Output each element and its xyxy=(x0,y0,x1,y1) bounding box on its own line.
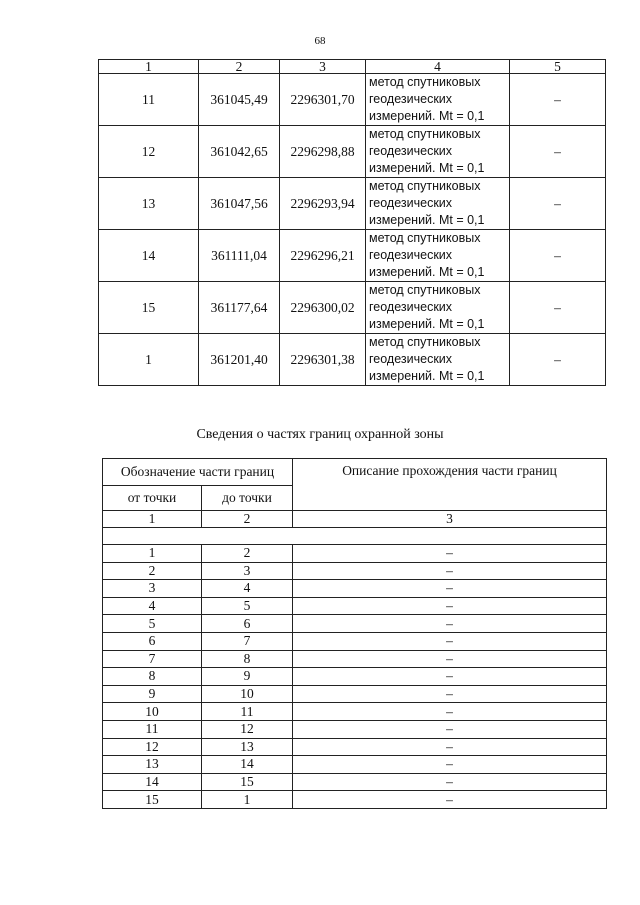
to-point: 9 xyxy=(202,668,293,686)
to-point: 2 xyxy=(202,545,293,563)
measurement-method xyxy=(366,74,510,126)
to-point: 12 xyxy=(202,720,293,738)
x-coordinate: 361045,49 xyxy=(199,74,280,126)
section-title: Сведения о частях границ охранной зоны xyxy=(196,427,444,442)
method-line: измерений. Mt = 0,1 xyxy=(369,317,485,331)
to-point: 1 xyxy=(202,791,293,809)
point-number: 11 xyxy=(99,74,199,126)
measurement-method xyxy=(366,126,510,178)
part-description: – xyxy=(293,597,607,615)
part-description: – xyxy=(293,738,607,756)
part-description: – xyxy=(293,615,607,633)
method-line: геодезических xyxy=(369,196,453,210)
method-line: метод спутниковых xyxy=(369,127,481,141)
method-line: метод спутниковых xyxy=(369,75,481,89)
from-point: 10 xyxy=(103,703,202,721)
x-coordinate: 361047,56 xyxy=(199,178,280,230)
x-coordinate: 361201,40 xyxy=(199,334,280,386)
to-point: 7 xyxy=(202,632,293,650)
from-point: 1 xyxy=(103,545,202,563)
to-point-header: до точки xyxy=(202,486,293,511)
table-row xyxy=(103,773,607,791)
note-cell: – xyxy=(510,230,606,282)
description-header: Описание прохождения части границ xyxy=(293,459,607,511)
to-point: 13 xyxy=(202,738,293,756)
column-index: 3 xyxy=(293,511,607,528)
measurement-method xyxy=(366,230,510,282)
to-point: 10 xyxy=(202,685,293,703)
table-row xyxy=(103,738,607,756)
table-row xyxy=(103,703,607,721)
from-point: 3 xyxy=(103,580,202,598)
point-number: 15 xyxy=(99,282,199,334)
y-coordinate: 2296298,88 xyxy=(280,126,366,178)
column-index: 1 xyxy=(99,60,199,74)
method-line: геодезических xyxy=(369,92,453,106)
table-row xyxy=(103,650,607,668)
part-description: – xyxy=(293,756,607,774)
measurement-method xyxy=(366,282,510,334)
table-row xyxy=(103,685,607,703)
from-point: 11 xyxy=(103,720,202,738)
y-coordinate: 2296296,21 xyxy=(280,230,366,282)
method-line: измерений. Mt = 0,1 xyxy=(369,161,485,175)
note-cell: – xyxy=(510,282,606,334)
group-header: Обозначение части границ xyxy=(103,459,293,486)
column-index: 4 xyxy=(366,60,510,74)
method-line: метод спутниковых xyxy=(369,179,481,193)
column-index-row xyxy=(103,511,607,528)
table-row xyxy=(103,580,607,598)
method-line: метод спутниковых xyxy=(369,335,481,349)
from-point: 15 xyxy=(103,791,202,809)
method-line: геодезических xyxy=(369,144,453,158)
table-row xyxy=(99,230,606,282)
table-row xyxy=(103,791,607,809)
x-coordinate: 361042,65 xyxy=(199,126,280,178)
from-point: 6 xyxy=(103,632,202,650)
coordinates-table xyxy=(98,59,606,386)
table-row xyxy=(99,334,606,386)
table-row xyxy=(103,632,607,650)
method-line: геодезических xyxy=(369,248,453,262)
note-cell: – xyxy=(510,74,606,126)
note-cell: – xyxy=(510,334,606,386)
from-point: 2 xyxy=(103,562,202,580)
table-row xyxy=(103,720,607,738)
part-description: – xyxy=(293,791,607,809)
table-row xyxy=(103,545,607,563)
table-row xyxy=(99,282,606,334)
blank-row xyxy=(103,528,607,545)
to-point: 6 xyxy=(202,615,293,633)
page-number: 68 xyxy=(314,35,326,47)
table-row xyxy=(99,178,606,230)
part-description: – xyxy=(293,562,607,580)
to-point: 14 xyxy=(202,756,293,774)
to-point: 5 xyxy=(202,597,293,615)
from-point: 7 xyxy=(103,650,202,668)
column-index: 1 xyxy=(103,511,202,528)
y-coordinate: 2296293,94 xyxy=(280,178,366,230)
from-point: 5 xyxy=(103,615,202,633)
method-line: метод спутниковых xyxy=(369,283,481,297)
part-description: – xyxy=(293,580,607,598)
to-point: 15 xyxy=(202,773,293,791)
method-line: метод спутниковых xyxy=(369,231,481,245)
point-number: 14 xyxy=(99,230,199,282)
table-row xyxy=(103,597,607,615)
measurement-method xyxy=(366,334,510,386)
to-point: 3 xyxy=(202,562,293,580)
table-row xyxy=(103,615,607,633)
to-point: 8 xyxy=(202,650,293,668)
blank-cell xyxy=(103,528,607,545)
table-row xyxy=(99,74,606,126)
part-description: – xyxy=(293,650,607,668)
part-description: – xyxy=(293,773,607,791)
from-point: 12 xyxy=(103,738,202,756)
x-coordinate: 361177,64 xyxy=(199,282,280,334)
to-point: 4 xyxy=(202,580,293,598)
from-point-header: от точки xyxy=(103,486,202,511)
x-coordinate: 361111,04 xyxy=(199,230,280,282)
part-description: – xyxy=(293,668,607,686)
note-cell: – xyxy=(510,178,606,230)
method-line: измерений. Mt = 0,1 xyxy=(369,109,485,123)
table-row xyxy=(99,126,606,178)
header-row xyxy=(103,459,607,486)
column-index: 3 xyxy=(280,60,366,74)
column-index: 5 xyxy=(510,60,606,74)
note-cell: – xyxy=(510,126,606,178)
part-description: – xyxy=(293,685,607,703)
y-coordinate: 2296300,02 xyxy=(280,282,366,334)
method-line: измерений. Mt = 0,1 xyxy=(369,213,485,227)
measurement-method xyxy=(366,178,510,230)
table-row xyxy=(103,562,607,580)
point-number: 1 xyxy=(99,334,199,386)
part-description: – xyxy=(293,632,607,650)
method-line: измерений. Mt = 0,1 xyxy=(369,369,485,383)
part-description: – xyxy=(293,545,607,563)
y-coordinate: 2296301,70 xyxy=(280,74,366,126)
method-line: измерений. Mt = 0,1 xyxy=(369,265,485,279)
method-line: геодезических xyxy=(369,352,453,366)
from-point: 4 xyxy=(103,597,202,615)
table-row xyxy=(103,668,607,686)
from-point: 9 xyxy=(103,685,202,703)
to-point: 11 xyxy=(202,703,293,721)
table-row xyxy=(103,756,607,774)
from-point: 14 xyxy=(103,773,202,791)
point-number: 13 xyxy=(99,178,199,230)
boundary-parts-table xyxy=(102,458,607,809)
column-index: 2 xyxy=(202,511,293,528)
from-point: 8 xyxy=(103,668,202,686)
method-line: геодезических xyxy=(369,300,453,314)
part-description: – xyxy=(293,703,607,721)
point-number: 12 xyxy=(99,126,199,178)
from-point: 13 xyxy=(103,756,202,774)
column-index-row xyxy=(99,60,606,74)
y-coordinate: 2296301,38 xyxy=(280,334,366,386)
column-index: 2 xyxy=(199,60,280,74)
part-description: – xyxy=(293,720,607,738)
